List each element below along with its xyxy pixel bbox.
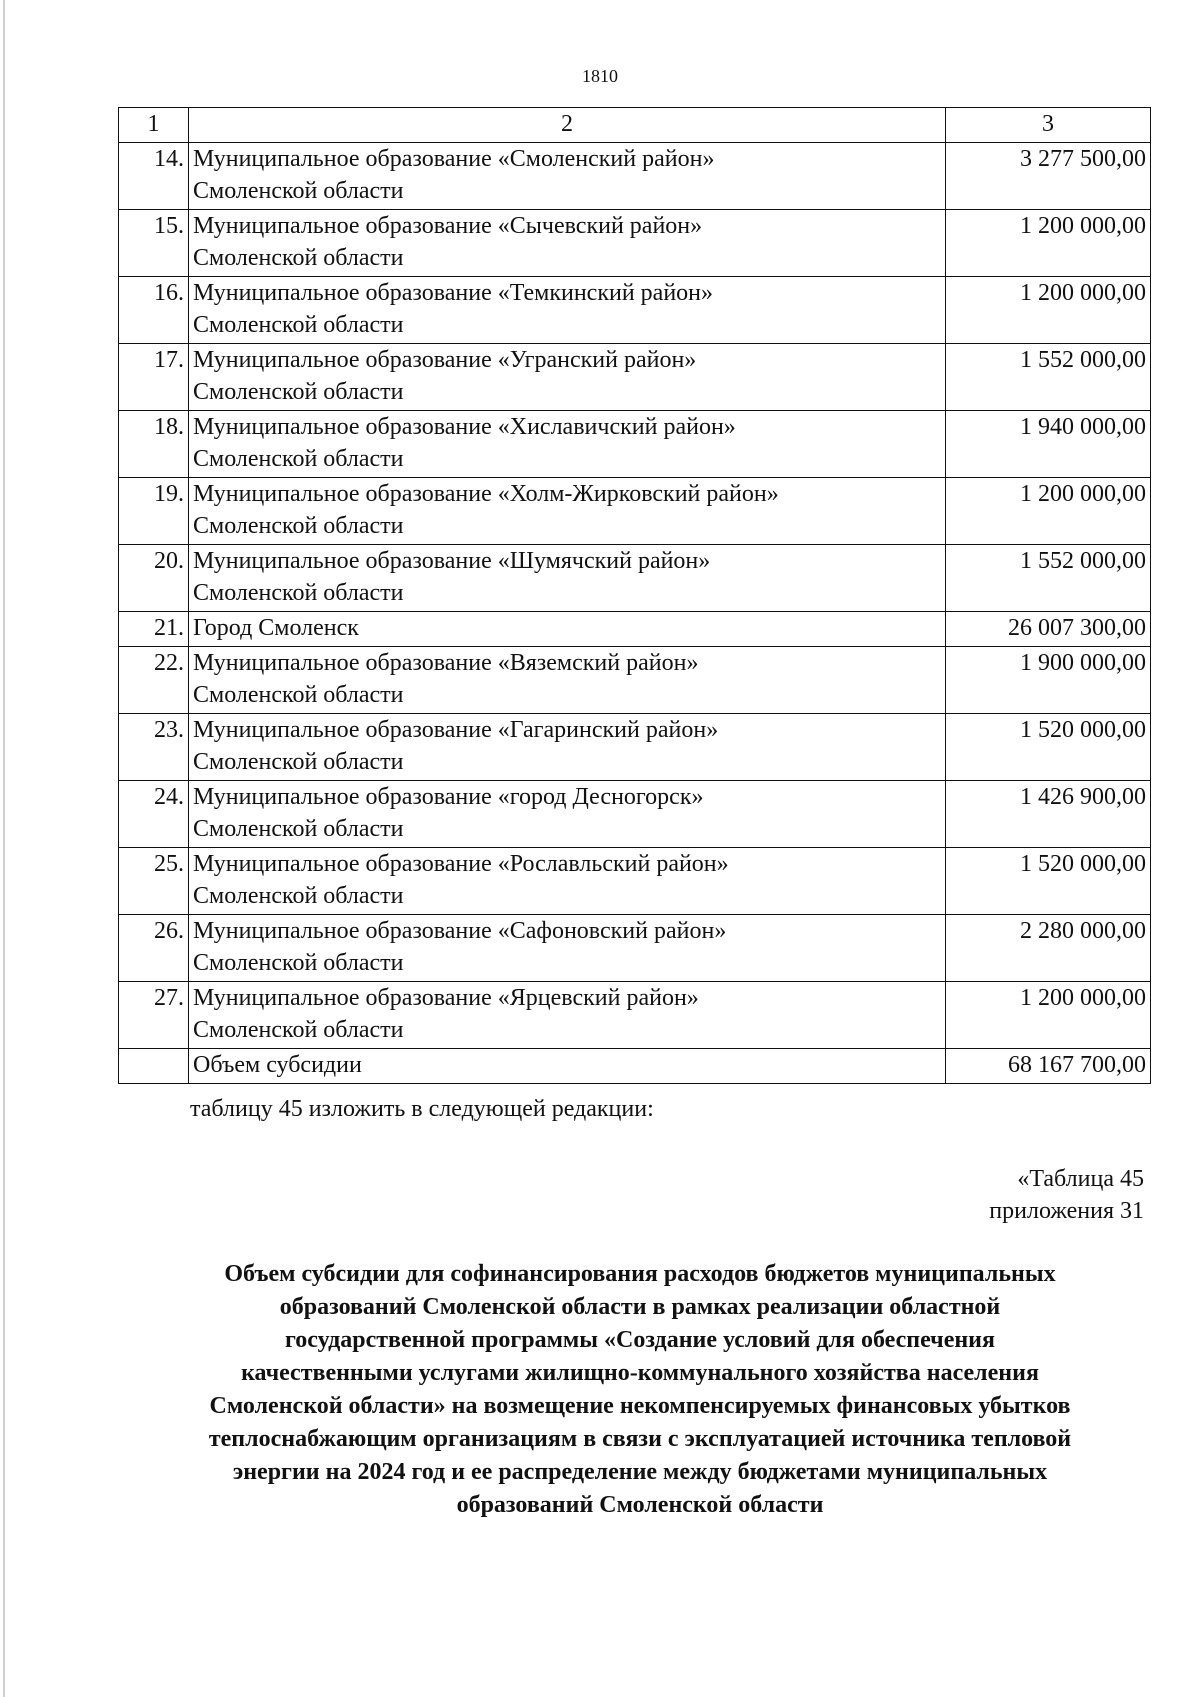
name-line: Муниципальное образование «Рославльский район»: [193, 851, 729, 877]
table-caption: [989, 1163, 1144, 1227]
caption-line: «Таблица 45: [1017, 1166, 1144, 1192]
subsidy-amount: 1 552 000,00: [946, 545, 1151, 612]
heading-line: теплоснабжающим организациям в связи с эксплуатацией источника тепловой: [208, 1426, 1072, 1452]
row-number: 25.: [119, 848, 189, 915]
subsidy-amount: 1 200 000,00: [946, 982, 1151, 1049]
table-row: [119, 982, 1151, 1049]
instruction-text: таблицу 45 изложить в следующей редакции:: [190, 1096, 654, 1122]
row-number: 20.: [119, 545, 189, 612]
name-line: Город Смоленск: [193, 615, 359, 641]
municipality-name: [189, 277, 946, 344]
row-number: 16.: [119, 277, 189, 344]
municipality-name: [189, 982, 946, 1049]
name-line: Смоленской области: [193, 950, 404, 976]
name-line: Муниципальное образование «Угранский район»: [193, 347, 697, 373]
municipality-name: [189, 344, 946, 411]
name-line: Муниципальное образование «Темкинский район»: [193, 280, 714, 306]
name-line: Муниципальное образование «Шумячский район»: [193, 548, 711, 574]
name-line: Муниципальное образование «Гагаринский район»: [193, 717, 719, 743]
name-line: Смоленской области: [193, 312, 404, 338]
subsidy-amount: 2 280 000,00: [946, 915, 1151, 982]
row-number: 14.: [119, 143, 189, 210]
name-line: Смоленской области: [193, 749, 404, 775]
subsidy-amount: 1 200 000,00: [946, 210, 1151, 277]
municipality-name: [189, 781, 946, 848]
table-row: [119, 915, 1151, 982]
table-row: [119, 848, 1151, 915]
section-heading: [100, 1258, 1180, 1522]
table-row: [119, 411, 1151, 478]
name-line: Муниципальное образование «Ярцевский район»: [193, 985, 699, 1011]
municipality-name: [189, 210, 946, 277]
name-line: Смоленской области: [193, 178, 404, 204]
heading-line: качественными услугами жилищно-коммунального хозяйства населения: [241, 1360, 1039, 1386]
table-row: [119, 612, 1151, 647]
table-row: [119, 277, 1151, 344]
name-line: Муниципальное образование «Сычевский район»: [193, 213, 703, 239]
municipality-name: [189, 478, 946, 545]
total-label: Объем субсидии: [189, 1049, 946, 1084]
subsidy-amount: 1 426 900,00: [946, 781, 1151, 848]
name-line: Смоленской области: [193, 580, 404, 606]
row-number: 23.: [119, 714, 189, 781]
subsidy-amount: 1 200 000,00: [946, 478, 1151, 545]
municipality-name: [189, 612, 946, 647]
heading-line: Объем субсидии для софинансирования расходов бюджетов муниципальных: [224, 1261, 1056, 1287]
row-number: 24.: [119, 781, 189, 848]
table-row: [119, 545, 1151, 612]
name-line: Муниципальное образование «Хиславичский район»: [193, 414, 736, 440]
heading-line: государственной программы «Создание условий для обеспечения: [285, 1327, 995, 1353]
page-number: 1810: [582, 66, 618, 86]
heading-line: образований Смоленской области: [456, 1492, 824, 1518]
caption-line: приложения 31: [989, 1198, 1144, 1224]
row-number: 26.: [119, 915, 189, 982]
row-number: 27.: [119, 982, 189, 1049]
table-row: [119, 210, 1151, 277]
name-line: Смоленской области: [193, 816, 404, 842]
name-line: Смоленской области: [193, 682, 404, 708]
table-row: [119, 478, 1151, 545]
name-line: Муниципальное образование «Сафоновский район»: [193, 918, 727, 944]
name-line: Муниципальное образование «Вяземский район»: [193, 650, 699, 676]
name-line: Муниципальное образование «город Десногорск»: [193, 784, 704, 810]
name-line: Смоленской области: [193, 883, 404, 909]
table-row: [119, 714, 1151, 781]
table-row: [119, 647, 1151, 714]
name-line: Смоленской области: [193, 1017, 404, 1043]
scan-edge-line: [3, 0, 5, 1697]
municipality-name: [189, 143, 946, 210]
row-number: 19.: [119, 478, 189, 545]
subsidy-amount: 1 900 000,00: [946, 647, 1151, 714]
table-row: [119, 781, 1151, 848]
subsidy-amount: 1 200 000,00: [946, 277, 1151, 344]
table-row: [119, 344, 1151, 411]
name-line: Муниципальное образование «Холм-Жирковский район»: [193, 481, 779, 507]
row-number: 17.: [119, 344, 189, 411]
total-number: [119, 1049, 189, 1084]
table-row: [119, 143, 1151, 210]
municipality-name: [189, 714, 946, 781]
row-number: 22.: [119, 647, 189, 714]
municipality-name: [189, 411, 946, 478]
municipality-name: [189, 848, 946, 915]
subsidy-amount: 1 520 000,00: [946, 848, 1151, 915]
subsidy-amount: 3 277 500,00: [946, 143, 1151, 210]
heading-line: энергии на 2024 год и ее распределение между бюджетами муниципальных: [232, 1459, 1048, 1485]
subsidy-amount: 1 552 000,00: [946, 344, 1151, 411]
name-line: Смоленской области: [193, 446, 404, 472]
subsidy-amount: 26 007 300,00: [946, 612, 1151, 647]
heading-line: Смоленской области» на возмещение некомпенсируемых финансовых убытков: [209, 1393, 1071, 1419]
total-amount: 68 167 700,00: [946, 1049, 1151, 1084]
municipality-name: [189, 915, 946, 982]
heading-line: образований Смоленской области в рамках реализации областной: [279, 1294, 1001, 1320]
subsidy-amount: 1 520 000,00: [946, 714, 1151, 781]
name-line: Муниципальное образование «Смоленский район»: [193, 146, 715, 172]
row-number: 15.: [119, 210, 189, 277]
header-cell: 1: [119, 108, 189, 143]
row-number: 21.: [119, 612, 189, 647]
municipality-name: [189, 545, 946, 612]
header-cell: 3: [946, 108, 1151, 143]
name-line: Смоленской области: [193, 513, 404, 539]
subsidy-table: [118, 107, 1151, 1084]
municipality-name: [189, 647, 946, 714]
total-row: [119, 1049, 1151, 1084]
header-cell: 2: [189, 108, 946, 143]
subsidy-amount: 1 940 000,00: [946, 411, 1151, 478]
name-line: Смоленской области: [193, 245, 404, 271]
row-number: 18.: [119, 411, 189, 478]
name-line: Смоленской области: [193, 379, 404, 405]
table-header-row: [119, 108, 1151, 143]
